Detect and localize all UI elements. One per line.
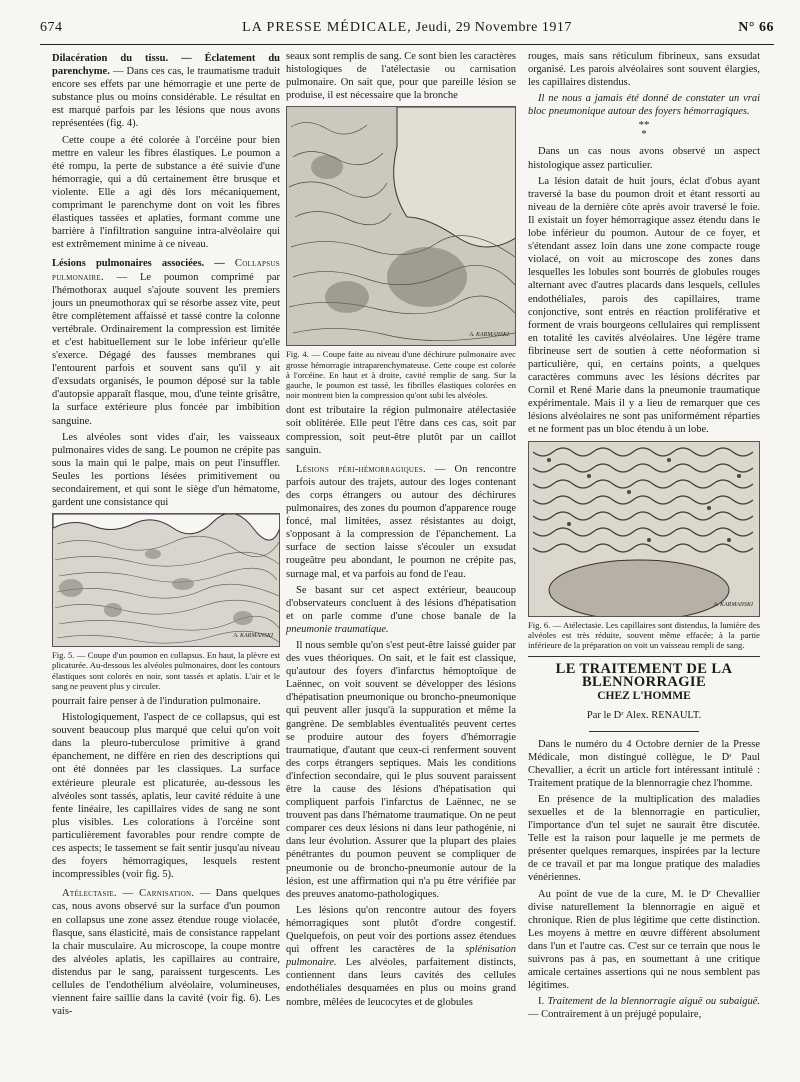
section-peri-hemorragiques	[286, 463, 516, 581]
article-title: LE TRAITEMENT DE LA BLENNORRAGIE	[555, 661, 733, 691]
paragraph: — On rencontre parfois autour des trajets, autour des loges contenant des corps étrangers ou autour des déchirures pulmonaires, des zones du poumon d'apparence rouge foncé, mal limitées, assez résistantes au doigt, s'opposant à la compression de l'épanchement. La surface de section laisse s'écouler un exsudat rougeâtre peu abondant, le poumon ne crépite pas, surnage mal, et va parfois au fond de l'eau.	[286, 463, 516, 580]
figure-6	[528, 441, 760, 651]
figure-4-image	[286, 106, 516, 346]
paragraph: Les lésions qu'on rencontre autour des foyers hémorragiques sont plutôt d'ordre congestif. Quelquefois, on peut voir des portions assez étendues qui offrent les caractères de la splénisation pulmonaire. Les alvéoles, parfaitement distincts, contiennent dans leurs cavités des cellules endothéliales desquamées en plus ou moins grand nombre, mêlées de leucocytes et de globules	[286, 904, 517, 1008]
paragraph: Cette coupe a été colorée à l'orcéine pour bien mettre en valeur les fibres élastiques. Le poumon a été rompu, la perte de substance a été suivie d'une hémorragie, qui a dû certainement être brusque et violente. Elle a agi dès lors mécaniquement, comprimant le parenchyme dont on voit les fibres élastiques tassées et aplaties, formant comme une barrière à l'infiltration sanguine intra-alvéolaire qui est extrêmement minime à ce niveau.	[52, 134, 280, 251]
figure-4-caption: Fig. 4. — Coupe faite au niveau d'une déchirure pulmonaire avec grosse hémorragie intraparenchymateuse. Cette coupe est colorée à l'orcéine. En haut et à droite, cavité remplie de sang. Sur la gauche, le poumon est tassé, les fibrilles élastiques colorées en noir montrent bien la compression qu'ont subi les alvéoles.	[286, 349, 516, 401]
paragraph: Histologiquement, l'aspect de ce collapsus, qui est souvent beaucoup plus marqué que celui qu'on voit dans la pleuro-tuberculose primitive à grand épanchement, ne diffère en rien des descriptions qui ont été données par les classiques. La surface extérieure pleurale est plicaturée, au-dessous les alvéoles sont tassés, aplatis, leur cavité réduite à une fente linéaire, les capillaires vides de sang ne sont plus visibles. Les colorations à l'orcéine sont particulièrement favorables pour rendre compte de ces aspects; le tassement se fait sentir jusqu'au niveau des foyers hémorragiques, lesquels restent incompressibles (voir fig. 5).	[52, 712, 280, 881]
figure-5-caption: Fig. 5. — Coupe d'un poumon en collapsus. En haut, la plèvre est plicaturée. Au-dessous les alvéoles pulmonaires, dont les contours élastiques sont colorés en noir, sont tassés et aplatis. L'air et le sang ne peuvent plus y circuler.	[52, 650, 280, 691]
figure-5	[52, 513, 280, 691]
column-2	[286, 50, 516, 1012]
column-3	[528, 50, 760, 1024]
header-rule	[40, 44, 774, 45]
paragraph: — Dans quelques cas, nous avons observé sur la surface d'un poumon en collapsus une zone assez étendue rouge violacée, flasque, sans élasticité, mais de consistance rappelant la chair musculaire. Au microscope, la coupe montre des alvéoles aplatis, les capillaires au contraire, distendus par le sang, paraissent turgescents. Les cellules de l'endothélium alvéolaire, volumineuses, viennent faire saillie dans la cavité (voir fig. 6). Les vais-	[52, 888, 280, 1018]
journal-title-line	[40, 20, 774, 36]
article-subtitle: CHEZ L'HOMME	[597, 690, 691, 703]
issue-number: N° 66	[738, 20, 774, 35]
figure-artist-signature: A. KARMANSKI	[469, 332, 509, 339]
issue-date: Jeudi, 29 Novembre 1917	[415, 20, 572, 35]
paragraph: Les alvéoles sont vides d'air, les vaisseaux pulmonaires vides de sang. Le poumon ne crépite pas sous la main qui le palpe, mais on peut l'insuffler. Seules les portions lésées primitivement ou secondairement, et qui sont le siège d'un hématome, gardent une consistance qui	[52, 431, 280, 509]
paragraph: I. Traitement de la blennorragie aiguë ou subaiguë. — Contrairement à un préjugé populaire,	[528, 996, 761, 1021]
paragraph: Dans un cas nous avons observé un aspect histologique assez particulier.	[528, 146, 760, 171]
journal-name: LA PRESSE MÉDICALE,	[242, 20, 412, 35]
atelectasis-illustration	[529, 442, 760, 616]
paragraph: En présence de la multiplication des maladies sexuelles et de la blennorragie en particulier, l'importance d'un tel sujet ne saurait être discutée. Telle est la raison pour laquelle je me permets de présenter quelques remarques, inspirées par la lecture de ce travail et par ma longue pratique des maladies vénériennes.	[528, 793, 760, 884]
section-title: Atélectasie. — Carnisation.	[62, 888, 195, 900]
paragraph: Dans le numéro du 4 Octobre dernier de la Presse Médicale, mon distingué collègue, le Dʳ Paul Chevallier, a écrit un article fort intéressant intitulé : Traitement pratique de la blennorragie chez l'homme.	[528, 738, 760, 789]
paragraph: dont est tributaire la région pulmonaire atélectasiée soit oblitérée. Elle peut l'être dans ces cas, soit par compression, soit peut-être plutôt par un caillot sanguin.	[286, 405, 516, 456]
paragraph: Se basant sur cet aspect extérieur, beaucoup d'observateurs concluent à des lésions d'hépatisation et on parle comme d'une chose banale de la pneumonie traumatique.	[286, 584, 516, 635]
paragraph: La lésion datait de huit jours, éclat d'obus ayant traversé la base du poumon droit et étant ressorti au niveau de la dernière côte après avoir traversé le foie. Il existait un foyer hémorragique assez étendu dans le lobe inférieur du poumon. Autour de ce foyer, et s'étendant assez loin dans une zone compacte rouge violacé, on voit au microscope des zones dans lesquelles les lobules sont bourrés de globules rouges alternant avec d'autres placards dans lesquels, cellules endothéliales, parois des capillaires, trame conjonctive, sont entrés en réaction proliférative et forment de vrais bourgeons cellulaires qui remplissent en totalité les cavités alvéolaires. Une légère trame fibrineuse sert de soutien à cette néoformation si particulière, qui, en certains points, a quelques caractères communs avec les lésions décrites par Cornil et René Marie dans la pneumonie traumatique expérimentale. Mais il y a lieu de remarquer que ces lésions alvéolaires ne sont pas uniformément réparties et ne forment pas un bloc étendu à un lobe.	[528, 175, 760, 436]
section-separator-asterisks: ** *	[638, 119, 650, 141]
paragraph: — Le poumon comprimé par l'hémothorax auquel s'ajoute souvent les premiers jours un pneumothorax qui se résorbe assez vite, peut être complètement affaissé et tassé contre la colonne vertébrale. Ordinairement la compression est limitée et c'est habituellement sur le lobe inférieur qu'elle s'exerce. Dégagé des fausses membranes qui l'entourent parfois et souvent sans qu'il y ait d'exsudats organisés, le poumon déposé sur la table d'autopsie apparaît flasque, mou, d'une teinte grisâtre, la surface extérieure plus foncée par imbibition sanguine.	[52, 271, 281, 427]
author-rule	[589, 731, 699, 732]
paragraph: Au point de vue de la cure, M. le Dʳ Chevallier divise naturellement la blennorragie en aiguë et chronique. Rien de plus légitime que cette distinction. Les moyens à mettre en œuvre diffèrent absolument dans l'un et l'autre cas. C'est sur ce terrain que nous le suivrons pas à pas, en soumettant à une critique amicale certaines assertions qui ne nous semblent pas légitimes.	[528, 888, 760, 992]
paragraph: rouges, mais sans réticulum fibrineux, sans exsudat organisé. Les parois alvéolaires sont souvent élargies, les capillaires distendus.	[528, 51, 760, 89]
article-author: Par le Dʳ Alex. RENAULT.	[586, 710, 702, 722]
column-1	[52, 52, 280, 1021]
section-title: Lésions péri-hémorragiques.	[296, 463, 426, 475]
figure-artist-signature: A. KARMANSKI	[713, 602, 753, 609]
figure-6-caption: Fig. 6. — Atélectasie. Les capillaires sont distendus, la lumière des alvéoles est très réduite, souvent même effacée; à la partie inférieure de la préparation on voit un vaisseau rempli de sang.	[528, 619, 760, 650]
italic-paragraph: Il ne nous a jamais été donné de constater un vrai bloc pneumonique autour des foyers hémorragiques.	[528, 93, 760, 118]
figure-artist-signature: A. KARMANSKI	[233, 633, 273, 640]
section-title: Lésions pulmonaires associées. —	[52, 258, 225, 270]
lung-tear-illustration	[287, 107, 516, 345]
subsection-title: Collapsus pulmonaire.	[52, 258, 280, 283]
lung-collapse-illustration	[53, 514, 280, 646]
section-title: Dilacération du tissu. — Éclatement du parenchyme.	[52, 53, 280, 78]
page-header	[40, 20, 774, 42]
figure-4	[286, 106, 516, 400]
section-dilaceration	[52, 52, 280, 131]
paragraph: Il nous semble qu'on s'est peut-être laissé guider par des vues théoriques. On sait, et le fait est classique, qu'autour des foyers d'infarctus hémoptoïque de Laënnec, on voit souvent se développer des lésions d'hépatisation pneumonique ou broncho-pneumonique qui peuvent aller jusqu'à la suppuration et même la gangrène. De semblables éventualités peuvent certes se produire autour des foyers d'hémorragie traumatique, d'autant que ceux-ci renferment souvent des corps étrangers septiques. Mais les conditions d'infection secondaire, qui le plus souvent paraissent être la cause des lésions d'hépatisation qui compliquent parfois l'infarctus de Laënnec, ne se trouvent pas dans l'hématome traumatique. On ne peut comparer ces deux lésions ni dans leur pathogénie, ni dans leur évolution. Assurer que la plupart des plaies pénétrantes du poumon peuvent se compliquer de pneumonie ou de broncho-pneumonie autour de la lésion, est une affirmation qui n'a pu être vérifiée par des preuves anatomo-pathologiques.	[286, 639, 516, 900]
italic-term: Traitement de la blennorragie aiguë ou subaiguë.	[547, 996, 761, 1008]
paragraph: seaux sont remplis de sang. Ce sont bien les caractères histologiques de l'atélectasie ou carnisation pulmonaire. On sait que, pour que pareille lésion se produise, il est nécessaire que la bronche	[286, 51, 516, 102]
italic-term: splénisation pulmonaire.	[286, 944, 517, 969]
page-number: 674	[40, 20, 63, 35]
section-atelectasie	[52, 887, 280, 1018]
article-divider	[528, 656, 760, 657]
paragraph: — Dans ces cas, le traumatisme traduit encore ses effets par une hémorragie et une perte de substance plus ou moins considérable. Le résultat en est marqué parfois par les lésions que nous avons représentées (fig. 4).	[52, 66, 281, 130]
paragraph: pourrait faire penser à de l'induration pulmonaire.	[52, 696, 261, 707]
section-lesions-associees	[52, 257, 280, 427]
figure-6-image	[528, 441, 760, 617]
italic-term: pneumonie traumatique.	[286, 623, 389, 635]
figure-5-image	[52, 513, 280, 647]
